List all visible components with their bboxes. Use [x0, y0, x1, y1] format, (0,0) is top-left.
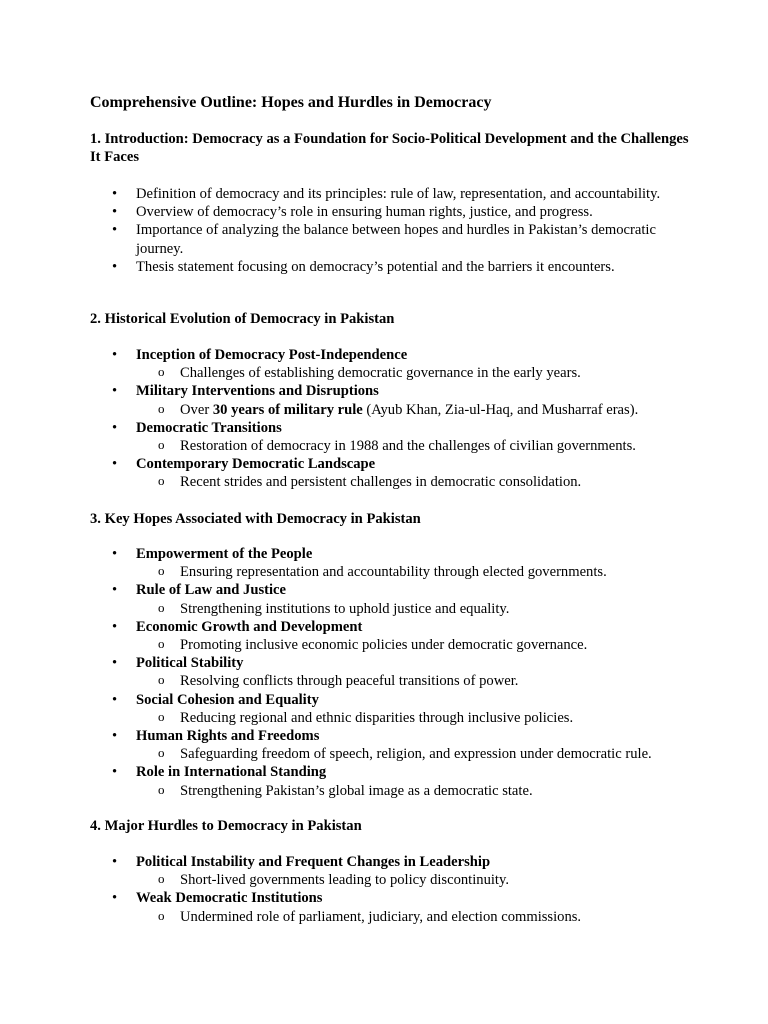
sub-list-item [135, 709, 690, 727]
list-item [90, 853, 690, 889]
list-item-text: Definition of democracy and its principles: rule of law, representation, and accountability. [136, 186, 661, 202]
list-item [90, 346, 690, 382]
sub-list-item-emphasis: 30 years of military rule [212, 401, 363, 418]
section-2-list [90, 346, 690, 492]
list-item-label: Contemporary Democratic Landscape [136, 456, 376, 473]
list-item-label: Social Cohesion and Equality [136, 691, 319, 708]
list-item [90, 382, 690, 418]
sub-list-item-text-start: Over [180, 401, 213, 418]
list-item [90, 203, 690, 221]
sub-list-item [135, 437, 690, 455]
list-item [90, 618, 690, 654]
list-item-text: Thesis statement focusing on democracy’s potential and the barriers it encounters. [136, 258, 615, 275]
sub-list-item [135, 473, 690, 491]
list-item-text: Overview of democracy’s role in ensuring human rights, justice, and progress. [136, 204, 593, 221]
list-item [90, 691, 690, 727]
section-1-heading: 1. Introduction: Democracy as a Foundation for Socio-Political Development and the Challenges It Faces [90, 131, 689, 166]
list-item-label: Inception of Democracy Post-Independence [136, 347, 408, 363]
sub-list-item-text: Strengthening Pakistan’s global image as a democratic state. [180, 782, 533, 799]
section-4-heading: 4. Major Hurdles to Democracy in Pakistan [90, 818, 362, 834]
list-item-label: Weak Democratic Institutions [136, 890, 323, 907]
sub-list-item-text: Safeguarding freedom of speech, religion, and expression under democratic rule. [180, 746, 652, 763]
document-title: Comprehensive Outline: Hopes and Hurdles in Democracy [90, 94, 492, 111]
sub-list-item-text: Strengthening institutions to uphold justice and equality. [180, 600, 510, 617]
section-3-list [90, 545, 690, 800]
sub-list-item-text: Short-lived governments leading to policy discontinuity. [180, 872, 509, 889]
list-item [90, 185, 690, 203]
list-item [90, 258, 690, 276]
sub-list-item [135, 563, 690, 581]
list-item-label: Role in International Standing [136, 764, 327, 781]
list-item [90, 581, 690, 617]
sub-list-item-text: Reducing regional and ethnic disparities through inclusive policies. [180, 709, 574, 726]
section-4-list [90, 853, 690, 926]
sub-list-item [135, 672, 690, 690]
sub-list-item [135, 908, 690, 926]
sub-list-item [135, 364, 690, 382]
list-item-label: Military Interventions and Disruptions [136, 383, 379, 400]
list-item [90, 419, 690, 455]
list-item [90, 654, 690, 690]
list-item [90, 889, 690, 925]
list-item-label: Political Instability and Frequent Changes in Leadership [136, 854, 491, 870]
sub-list-item [135, 636, 690, 654]
sub-list-item-text: Promoting inclusive economic policies under democratic governance. [180, 637, 588, 654]
sub-list-item [135, 782, 690, 800]
sub-list-item-text: Resolving conflicts through peaceful transitions of power. [180, 673, 519, 690]
list-item-label: Political Stability [136, 655, 244, 672]
sub-list-item [135, 401, 690, 419]
list-item [90, 763, 690, 799]
section-1-list [90, 185, 690, 276]
sub-list-item-text: Restoration of democracy in 1988 and the challenges of civilian governments. [180, 438, 636, 455]
list-item [90, 455, 690, 491]
list-item [90, 727, 690, 763]
sub-list-item-text-end: (Ayub Khan, Zia-ul-Haq, and Musharraf eras). [362, 401, 639, 418]
list-item-label: Empowerment of the People [136, 546, 313, 562]
sub-list-item-text: Recent strides and persistent challenges in democratic consolidation. [180, 474, 582, 491]
list-item-label: Rule of Law and Justice [136, 582, 286, 599]
section-2-heading: 2. Historical Evolution of Democracy in Pakistan [90, 311, 395, 327]
list-item [90, 221, 690, 257]
sub-list-item [135, 600, 690, 618]
list-item-label: Human Rights and Freedoms [136, 728, 320, 745]
list-item-text: Importance of analyzing the balance between hopes and hurdles in Pakistan’s democratic journey. [136, 222, 656, 257]
sub-list-item-text: Undermined role of parliament, judiciary, and election commissions. [180, 908, 582, 925]
sub-list-item-text: Challenges of establishing democratic governance in the early years. [180, 365, 581, 382]
sub-list-item [135, 745, 690, 763]
sub-list-item-text: Ensuring representation and accountability through elected governments. [180, 564, 607, 581]
list-item [90, 545, 690, 581]
sub-list-item [135, 871, 690, 889]
list-item-label: Economic Growth and Development [136, 618, 363, 635]
section-3-heading: 3. Key Hopes Associated with Democracy in Pakistan [90, 511, 421, 527]
list-item-label: Democratic Transitions [136, 419, 282, 436]
